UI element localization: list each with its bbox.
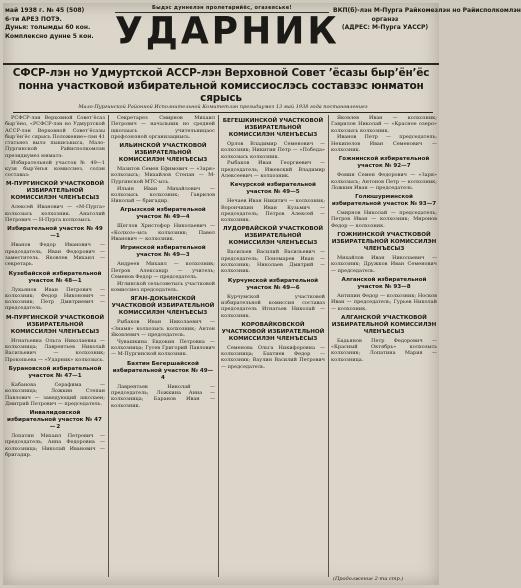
paragraph: Секретарез Смирнов Михаил Петрович — начальник но средней школаысь учительницаос профсоюзной организациысь.	[111, 115, 215, 140]
section-heading: Агрызской избирательной участок № 49—4	[120, 207, 206, 221]
paragraph: Иглинской сельсоветысь участковой комиссиез председатель.	[111, 280, 215, 294]
paragraph: Орлов Владимир Семенович — колхозник; Никитин Петр — «Победа» колхозысь колхозник.	[221, 141, 325, 160]
section-heading: ГОЖНИНСКОЙ УЧАСТКОВОЙ ИЗБИРАТЕЛЬНОЙ КОМИССИЛЭН ЧЛЕНЪЕСЫЗ	[331, 232, 437, 253]
paragraph: Иванов Федор Иванович — председатель, Иван Федорович — заместитель. Яковлев Михаил — секретарь.	[5, 242, 105, 268]
section-heading: КОРОВАЙКОВСКОЙ УЧАСТКОВОЙ ИЗБИРАТЕЛЬНОЙ КОМИССИЛЭН ЧЛЕНЪЕСЫЗ	[221, 321, 325, 342]
column-1	[5, 115, 105, 577]
section-heading: БЕГЕШКИНСКОЙ УЧАСТКОВОЙ ИЗБИРАТЕЛЬНОЙ КОМИССИЛЭН ЧЛЕНЪЕСЫЗ	[222, 118, 324, 138]
paragraph: Бадьянов Петр Федорович — «Красный Октябрь» колхозысь колхозник; Лопатина Мария — колхозница.	[331, 337, 437, 363]
column-rule	[108, 115, 109, 577]
issue-info	[5, 7, 109, 41]
section-heading: Гожнинской избирательной участок № 92—7	[338, 156, 430, 170]
paragraph: Лукьянов Иван Петрович — колхозник; Федор Никонович — колхозник; Петр Дмитриевич — председатель.	[5, 286, 105, 312]
paragraph: Андреев Михаил — колхозник; Петров Александр — учитель; Семенов Федор — председатель.	[111, 261, 215, 280]
section-heading: М-ПУРГИНСКОЙ УЧАСТКОВОЙ ИЗБИРАТЕЛЬНОЙ КОМИССИЛЭН ЧЛЕНЪЕСЫЗ	[5, 314, 105, 335]
paragraph: Мазитов Семен Ефимович — «Заря» колхозысь; Михайлов Степан — М-Пургинской МТС-ысь.	[111, 166, 215, 185]
section-heading: Бурановской избирательной участок № 47—1	[8, 365, 102, 379]
section-heading: ЛУДОРВАЙСКОЙ УЧАСТКОВОЙ ИЗБИРАТЕЛЬНОЙ КОМИССИЛЭН ЧЛЕНЪЕСЫЗ	[222, 226, 324, 247]
section-heading: Кузебайской избирательной участок № 48—1	[8, 270, 102, 284]
section-heading: ЯГАН-ДОКЬИНСКОЙ УЧАСТКОВОЙ ИЗБИРАТЕЛЬНОЙ КОМИССИЛЭН ЧЛЕНЪЕСЫЗ	[111, 296, 215, 317]
column-4	[331, 115, 437, 577]
paragraph: Избирательной участок № 49—1 кузя быр’ёнъя комиссиез, солэн составаз:	[5, 159, 105, 179]
masthead-center	[115, 5, 340, 53]
publisher-line: ВКП(б)-лэн М-Пурга Райкомезлэн но Райисполкомлэн	[333, 7, 521, 14]
paragraph: Васильев Василий Васильевич — председатель; Пономарев Иван — колхозник; Николаев Дмитрий — колхозник.	[221, 249, 325, 275]
paragraph: Чувашкина Евдокия Петровна — колхозница; Гусев Григорий Павлович — М-Пургинской колхозник.	[111, 338, 215, 358]
issue-line: Дунья: толымды 60 кон.	[5, 24, 91, 31]
publisher-line: (АДРЕС: М-Пурга УАССР)	[341, 24, 429, 31]
publisher-line: органэз	[371, 15, 399, 23]
dateline: Мало-Пургинской Районной Исполнительной Комитетлэн президиумез 13 май 1938 года постановлениез	[13, 104, 433, 113]
paragraph: Лаврентьев Николай — председатель; Ложкина Анна — колхозница; Баранов Иван — колхозник.	[111, 383, 215, 409]
paragraph: Смирнов Николай — председатель; Петров Иван — колхозник; Миронов Федор — колхозник.	[331, 210, 437, 229]
paragraph: Михайлов Иван Николаевич — колхозник; Дружков Иван Семенович — председатель.	[331, 255, 437, 274]
paragraph: РСФСР-лэн Верховной Совет’ёсаз быр’ёно, «РСФСР-лэн но Удмуртской АССР-лэн Верховной Совет’ёсазы быр’ён’ёс сярысь Положение»-лэн 41 статьяез вылэ пыкиськыса, Мало-Пургинской Райисполкомлэн президиумез юнматэ:	[5, 115, 106, 159]
paragraph: Щеглов Христофор Николаевич — «Колхоз»-ысь колхозник; Павел Иванович — колхозник.	[111, 223, 215, 243]
column-3	[221, 115, 325, 577]
paragraph: Семенова Ольга Никифоровна — колхозница; Бахтиев Федор — колхозник; Ваулин Василий Петрович — председатель.	[221, 344, 325, 370]
paragraph: Иванов Петр — председатель; Некипелов Иван Семенович — колхозник.	[331, 134, 437, 153]
slogan: Быдэс дуннелэн пролетарийёс, огазеяське!	[115, 5, 329, 13]
paragraph: Ильин Иван Михайлович — колхозысь колхозник; Гаврилов Николай — бригадир.	[111, 185, 215, 205]
paragraph: Рыбаков Иван Николаевич — «Знамя» колхозысь колхозник; Антон Яковлевич — председатель.	[111, 319, 215, 338]
paragraph: Рыбаков Иван Георгиевич — председатель; Ижевский Владимир Алексеевич — колхозник.	[221, 160, 325, 179]
section-heading: Игринской избирательной участок № 49—3	[120, 245, 206, 259]
section-heading: Голюшурминской избирательной участок № 93—7	[331, 194, 437, 208]
publisher-info	[333, 7, 521, 33]
masthead	[3, 3, 521, 65]
paragraph: Алексей Иванович — «М-Пурга» колхозысь колхозник. Анатолий Петрович — Н-Пурга колхозысь.	[5, 204, 105, 224]
continuation-note: (Продолжение 2-ти стр.)	[333, 576, 404, 582]
column-rule	[218, 115, 219, 577]
paragraph: Кабанова Серафима — колхозница; Ложкин Степан Павлович — заведующий школаен; Дмитрий Петрович — председатель.	[5, 381, 105, 407]
paragraph: Курчумской участковой избирательной комиссия составаз председатель Игнатьев Николай — колхозник.	[221, 293, 325, 319]
section-heading: Бахтин Бегершайской избирательной участок № 49—4	[112, 360, 214, 381]
paragraph: Антипин Федор — колхозник; Носков Иван — председатель; Гурьев Николай — колхозник.	[331, 292, 437, 312]
paragraph: Игнатьевна Ольга Николаевна — колхозница; Лаврентьев Николай Васильевич — колхозник; Прокопьева — «Ударник» колхозысь.	[5, 337, 105, 363]
issue-line: 6-ти АРЕЗ ПОТЭ.	[5, 15, 62, 23]
section-heading: М-ПУРГИНСКОЙ УЧАСТКОВОЙ ИЗБИРАТЕЛЬНОЙ КОМИССИЛЭН ЧЛЕНЪЕСЫЗ	[5, 181, 105, 202]
article-columns	[5, 115, 437, 585]
issue-line: Комплексно дунне 5 кон.	[5, 32, 94, 40]
section-heading: Избирательной участок № 49—1	[7, 226, 103, 240]
column-rule	[328, 115, 329, 577]
section-heading: Кечурской избирательной участок № 49—5	[230, 182, 316, 196]
main-headline: СФСР-лэн но Удмуртской АССР-лэн Верховной Совет ’ёсазы быр’ён’ёс понна участковой избирательной комиссиослэсь составзэс юнматон сярысь	[12, 67, 430, 104]
newspaper-page	[3, 3, 521, 585]
newspaper-title: УДАРНИК	[115, 9, 340, 53]
paragraph: Нечаев Иван Никитич — колхозник; Ворончихин Иван Кузьмич — председатель; Петров Алексей — колхозник.	[221, 198, 325, 224]
paragraph: Лопатин Михаил Петрович — председатель; Анна Федоровна — колхозница; Николай Иванович — бригадир.	[5, 433, 105, 458]
section-heading: ИЛЬИНСКОЙ УЧАСТКОВОЙ ИЗБИРАТЕЛЬНОЙ КОМИССИЛЭН ЧЛЕНЪЕСЫЗ	[118, 143, 208, 164]
paragraph: Фомин Семен Федорович — «Заря» колхозысь; Антонов Петр — колхозник; Ложкин Иван — председатель.	[331, 172, 437, 191]
section-heading: Курчумской избирательной участок № 49—6	[227, 277, 319, 291]
issue-line: май 1938 г. № 45 (508)	[5, 7, 85, 14]
section-heading: Алганской избирательной участок № 93—8	[341, 276, 427, 290]
section-heading: Инвалидовской избирательной участок № 47 — 2	[6, 410, 103, 431]
paragraph: Яковлев Иван — колхозник; Гаврилов Николай — «Красное озеро» колхозысь колхозник.	[331, 115, 437, 134]
section-heading: АЛГАНСКОЙ УЧАСТКОВОЙ ИЗБИРАТЕЛЬНОЙ КОМИССИЛЭН ЧЛЕНЪЕСЫЗ	[331, 314, 437, 335]
column-2	[111, 115, 215, 577]
